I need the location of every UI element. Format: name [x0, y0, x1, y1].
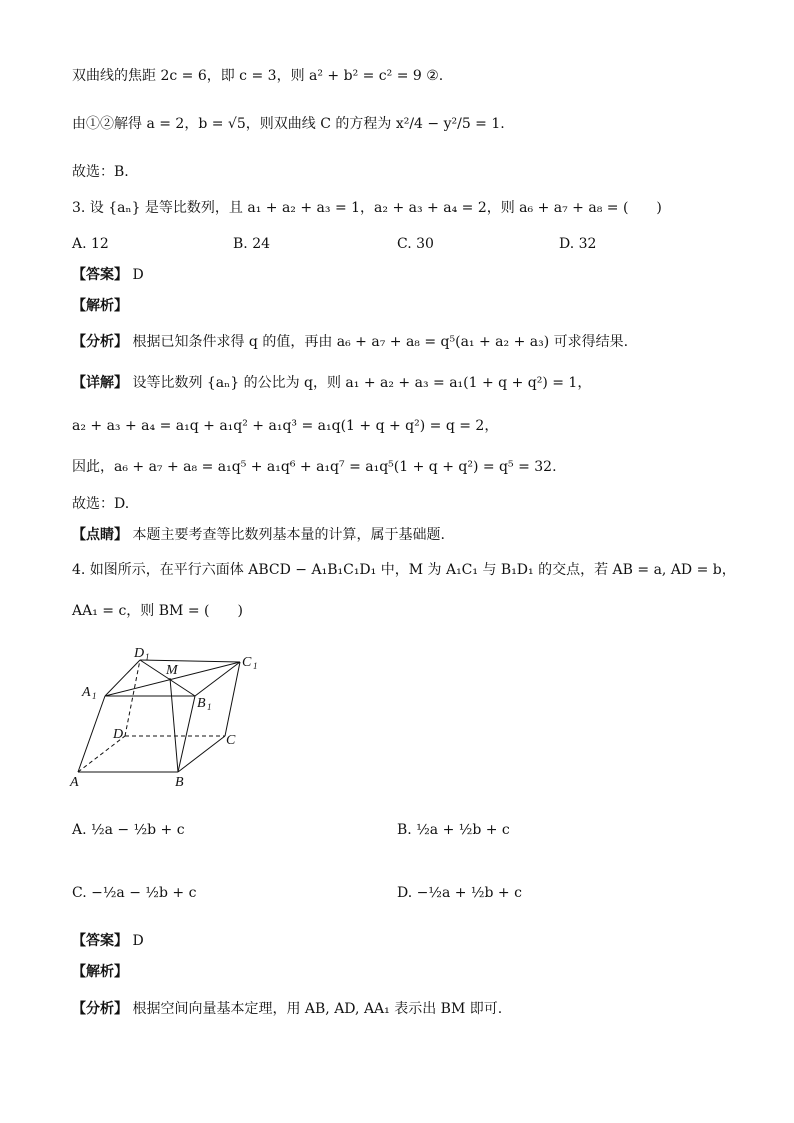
- label-a1: A: [82, 685, 91, 700]
- label-d1: D: [134, 646, 145, 661]
- label-a1-sub: 1: [92, 691, 97, 701]
- option-4-b: B. ½a + ½b + c: [397, 822, 510, 838]
- edge-aa1: [78, 696, 105, 772]
- label-c1-sub: 1: [253, 661, 258, 671]
- option-3-c: C. 30: [397, 236, 434, 252]
- label-d1-sub: 1: [145, 652, 150, 662]
- edge-d1c1: [140, 660, 240, 662]
- label-c: C: [226, 733, 236, 748]
- analysis-tag: 【 分析 】: [72, 334, 128, 350]
- text-solve-hyperbola: 由①②解得 a = 2，b = √5，则双曲线 C 的方程为 x²/4 − y²/5 = 1.: [72, 116, 505, 132]
- question-3-stem: 3. 设 {aₙ} 是等比数列，且 a₁ + a₂ + a₃ = 1，a₂ + a₃ + a₄ = 2，则 a₆ + a₇ + a₈ = ( ): [72, 200, 662, 216]
- answer-3: 【 答案 】 D: [72, 265, 144, 285]
- text-choose-b: 故选：B.: [72, 164, 129, 180]
- answer-tag: 【 答案 】: [72, 933, 128, 949]
- option-4-c: C. −½a − ½b + c: [72, 885, 197, 901]
- question-4-stem-line1: 4. 如图所示，在平行六面体 ABCD − A₁B₁C₁D₁ 中，M 为 A₁C₁ 与 B₁D₁ 的交点，若 AB = a, AD = b，: [72, 562, 736, 578]
- equation-3-second: a₂ + a₃ + a₄ = a₁q + a₁q² + a₁q³ = a₁q(1 + q + q²) = q = 2，: [72, 418, 499, 434]
- text-choose-d: 故选：D.: [72, 496, 130, 512]
- option-3-a: A. 12: [72, 236, 109, 252]
- answer-4: 【 答案 】 D: [72, 931, 144, 951]
- comment-tag: 【 点睛 】: [72, 527, 128, 543]
- hidden-edge-dd1: [125, 660, 140, 736]
- label-b: B: [175, 775, 184, 790]
- question-4-stem-line2: AA₁ = c，则 BM = ( ): [72, 603, 243, 619]
- jiexi-tag: 【 解析 】: [72, 964, 128, 980]
- edge-b1c1: [195, 662, 240, 696]
- label-a: A: [70, 775, 79, 790]
- edge-cc1: [225, 662, 240, 736]
- equation-3-third: 因此，a₆ + a₇ + a₈ = a₁q⁵ + a₁q⁶ + a₁q⁷ = a₁q⁵(1 + q + q²) = q⁵ = 32.: [72, 459, 557, 475]
- jiexi-4: [72, 962, 128, 982]
- comment-3: 【 点睛 】 本题主要考查等比数列基本量的计算，属于基础题.: [72, 525, 445, 545]
- edge-a1d1: [105, 660, 140, 696]
- option-3-d: D. 32: [559, 236, 597, 252]
- segment-bm: [170, 678, 178, 772]
- label-c1: C: [242, 655, 252, 670]
- analysis-3: 【 分析 】 根据已知条件求得 q 的值，再由 a₆ + a₇ + a₈ = q⁵(a₁ + a₂ + a₃) 可求得结果.: [72, 332, 628, 352]
- parallelepiped-figure: [60, 640, 280, 795]
- analysis-4: 【 分析 】 根据空间向量基本定理，用 AB, AD, AA₁ 表示出 BM 即可.: [72, 999, 502, 1019]
- jiexi-3: [72, 296, 128, 316]
- answer-tag: 【 答案 】: [72, 267, 128, 283]
- label-d: D: [113, 727, 124, 742]
- jiexi-tag: 【 解析 】: [72, 298, 128, 314]
- option-3-b: B. 24: [233, 236, 271, 252]
- analysis-tag: 【 分析 】: [72, 1001, 128, 1017]
- option-4-d: D. −½a + ½b + c: [397, 885, 522, 901]
- detail-tag: 【 详解 】: [72, 375, 128, 391]
- label-b1: B: [197, 696, 206, 711]
- label-m: M: [166, 663, 178, 678]
- option-4-a: A. ½a − ½b + c: [72, 822, 185, 838]
- label-b1-sub: 1: [207, 702, 212, 712]
- detail-3: 【 详解 】 设等比数列 {aₙ} 的公比为 q，则 a₁ + a₂ + a₃ = a₁(1 + q + q²) = 1，: [72, 373, 591, 393]
- text-focal-distance: 双曲线的焦距 2c = 6，即 c = 3，则 a² + b² = c² = 9 ②.: [72, 68, 444, 84]
